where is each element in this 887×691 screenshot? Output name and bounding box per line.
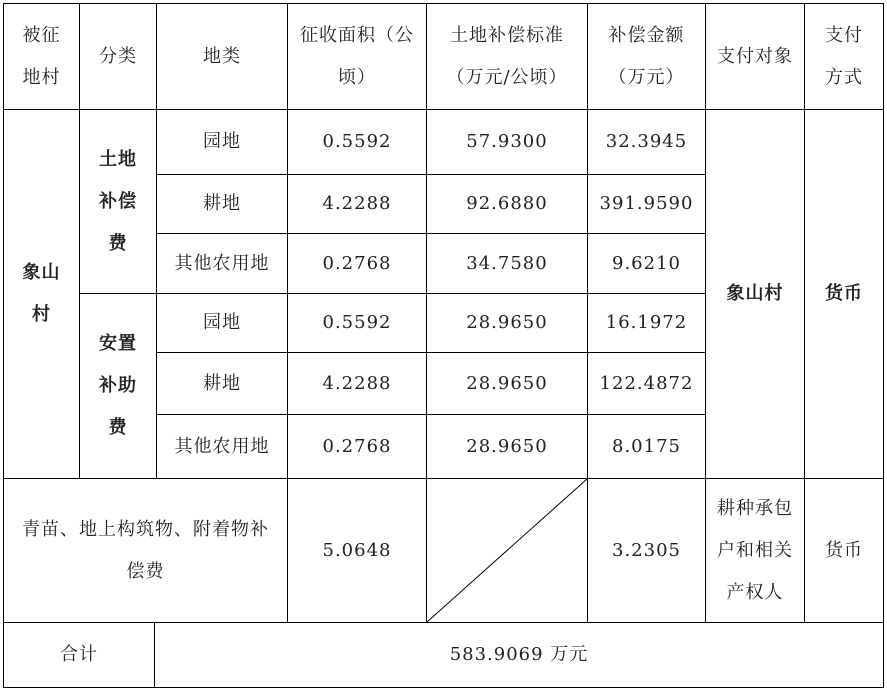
crops-area-cell: 5.0648 xyxy=(287,478,427,623)
table-cell-land-type: 园地 xyxy=(156,293,288,353)
village-cell: 象山 村 xyxy=(3,109,80,479)
header-land-type: 地类 xyxy=(156,3,288,110)
table-cell-area: 0.5592 xyxy=(287,293,427,353)
total-value-cell: 583.9069 万元 xyxy=(154,622,884,688)
table-cell-standard: 57.9300 xyxy=(426,109,588,175)
header-standard: 土地补偿标准 （万元/公顷） xyxy=(426,3,588,110)
table-cell-standard: 28.9650 xyxy=(426,352,588,415)
header-village: 被征 地村 xyxy=(3,3,80,110)
table-cell-amount: 8.0175 xyxy=(587,414,706,479)
table-cell-amount: 9.6210 xyxy=(587,233,706,294)
table-cell-amount: 16.1972 xyxy=(587,293,706,353)
header-area: 征收面积（公 顷） xyxy=(287,3,427,110)
table-cell-area: 0.2768 xyxy=(287,233,427,294)
table-cell-standard: 28.9650 xyxy=(426,414,588,479)
table-cell-standard: 28.9650 xyxy=(426,293,588,353)
table-cell-land-type: 耕地 xyxy=(156,352,288,415)
table-cell-amount: 391.9590 xyxy=(587,174,706,234)
crops-amount-cell: 3.2305 xyxy=(587,478,706,623)
total-label-cell: 合计 xyxy=(3,622,155,688)
crops-label-cell: 青苗、地上构筑物、附着物补 偿费 xyxy=(3,478,288,623)
table-cell-standard: 92.6880 xyxy=(426,174,588,234)
table-cell-land-type: 耕地 xyxy=(156,174,288,234)
group-label-land-compensation: 土地 补偿 费 xyxy=(79,109,157,294)
header-amount: 补偿金额 （万元） xyxy=(587,3,706,110)
header-category: 分类 xyxy=(79,3,157,110)
table-cell-area: 0.5592 xyxy=(287,109,427,175)
table-cell-land-type: 其他农用地 xyxy=(156,414,288,479)
header-payee: 支付对象 xyxy=(705,3,805,110)
table-cell-area: 4.2288 xyxy=(287,174,427,234)
payment-method-cell: 货币 xyxy=(804,109,884,479)
table-cell-land-type: 园地 xyxy=(156,109,288,175)
table-cell-land-type: 其他农用地 xyxy=(156,233,288,294)
header-method: 支付 方式 xyxy=(804,3,884,110)
diagonal-slash xyxy=(427,479,587,622)
table-cell-area: 0.2768 xyxy=(287,414,427,479)
payee-cell: 象山村 xyxy=(705,109,805,479)
group-label-resettlement-subsidy: 安置 补助 费 xyxy=(79,293,157,479)
table-cell-amount: 122.4872 xyxy=(587,352,706,415)
crops-payee-cell: 耕种承包 户和相关 产权人 xyxy=(705,478,805,623)
table-cell-amount: 32.3945 xyxy=(587,109,706,175)
crops-method-cell: 货币 xyxy=(804,478,884,623)
table-cell-standard: 34.7580 xyxy=(426,233,588,294)
crops-standard-empty-cell xyxy=(426,478,588,623)
table-cell-area: 4.2288 xyxy=(287,352,427,415)
